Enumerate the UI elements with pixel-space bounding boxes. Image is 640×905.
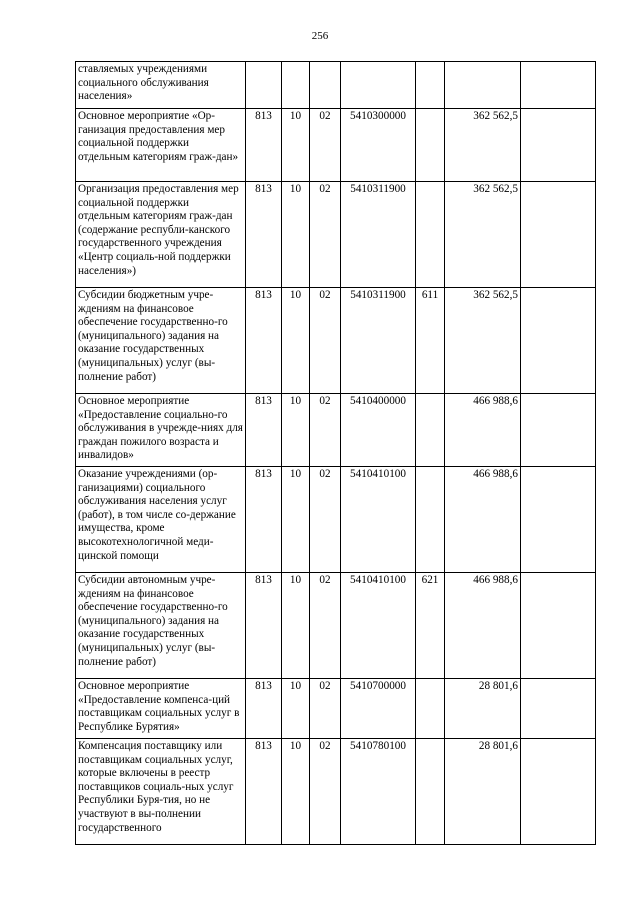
section-code: 10 <box>282 109 310 182</box>
expense-type-code: 611 <box>416 288 445 394</box>
row-name: Основное мероприятие «Ор-ганизация предоставления мер социальной поддержки отдельным категориям граж-дан» <box>76 109 246 182</box>
row-name: Компенсация поставщику или поставщикам социальных услуг, которые включены в реестр поставщиков социаль-ных услуг Республики Буря-тия, но не участвуют в вы-полнении государственного <box>76 739 246 845</box>
amount: 362 562,5 <box>445 182 521 288</box>
extra-amount <box>521 288 596 394</box>
expense-type-code <box>416 394 445 467</box>
page-number: 256 <box>311 30 329 42</box>
extra-amount <box>521 182 596 288</box>
expense-type-code <box>416 739 445 845</box>
row-name: Основное мероприятие «Предоставление компенса-ций поставщикам социальных услуг в Республике Бурятия» <box>76 679 246 739</box>
target-article-code: 5410700000 <box>341 679 416 739</box>
target-article-code: 5410300000 <box>341 109 416 182</box>
amount: 466 988,6 <box>445 573 521 679</box>
amount: 28 801,6 <box>445 679 521 739</box>
admin-code <box>246 62 282 109</box>
section-code <box>282 62 310 109</box>
subsection-code: 02 <box>310 739 341 845</box>
amount: 466 988,6 <box>445 467 521 573</box>
section-code: 10 <box>282 573 310 679</box>
section-code: 10 <box>282 679 310 739</box>
extra-amount <box>521 394 596 467</box>
subsection-code: 02 <box>310 679 341 739</box>
extra-amount <box>521 109 596 182</box>
section-code: 10 <box>282 739 310 845</box>
budget-table <box>75 61 596 845</box>
expense-type-code <box>416 679 445 739</box>
expense-type-code <box>416 467 445 573</box>
table-row <box>76 62 596 109</box>
section-code: 10 <box>282 467 310 573</box>
expense-type-code <box>416 109 445 182</box>
row-name: Субсидии бюджетным учре-ждениям на финансовое обеспечение государственно-го (муниципального) задания на оказание государственных (муниципальных) услуг (вы-полнение работ) <box>76 288 246 394</box>
amount <box>445 62 521 109</box>
subsection-code: 02 <box>310 288 341 394</box>
admin-code: 813 <box>246 679 282 739</box>
extra-amount <box>521 739 596 845</box>
row-name: ставляемых учреждениями социального обслуживания населения» <box>76 62 246 109</box>
target-article-code: 5410410100 <box>341 573 416 679</box>
row-name: Субсидии автономным учре-ждениям на финансовое обеспечение государственно-го (муниципального) задания на оказание государственных (муниципальных) услуг (вы-полнение работ) <box>76 573 246 679</box>
amount: 28 801,6 <box>445 739 521 845</box>
budget-table-body <box>76 62 596 845</box>
subsection-code: 02 <box>310 467 341 573</box>
extra-amount <box>521 679 596 739</box>
table-row <box>76 394 596 467</box>
table-row <box>76 467 596 573</box>
amount: 362 562,5 <box>445 288 521 394</box>
target-article-code: 5410311900 <box>341 288 416 394</box>
admin-code: 813 <box>246 467 282 573</box>
amount: 466 988,6 <box>445 394 521 467</box>
admin-code: 813 <box>246 739 282 845</box>
admin-code: 813 <box>246 109 282 182</box>
table-row <box>76 288 596 394</box>
admin-code: 813 <box>246 394 282 467</box>
subsection-code: 02 <box>310 182 341 288</box>
row-name: Организация предоставления мер социальной поддержки отдельным категориям граж-дан (содержание республи-канского государственного учреждения «Центр социаль-ной поддержки населения») <box>76 182 246 288</box>
table-row <box>76 109 596 182</box>
table-row <box>76 182 596 288</box>
target-article-code <box>341 62 416 109</box>
target-article-code: 5410311900 <box>341 182 416 288</box>
subsection-code: 02 <box>310 394 341 467</box>
expense-type-code: 621 <box>416 573 445 679</box>
target-article-code: 5410410100 <box>341 467 416 573</box>
table-row <box>76 739 596 845</box>
subsection-code: 02 <box>310 109 341 182</box>
target-article-code: 5410400000 <box>341 394 416 467</box>
expense-type-code <box>416 182 445 288</box>
extra-amount <box>521 467 596 573</box>
admin-code: 813 <box>246 288 282 394</box>
amount: 362 562,5 <box>445 109 521 182</box>
admin-code: 813 <box>246 573 282 679</box>
section-code: 10 <box>282 288 310 394</box>
extra-amount <box>521 573 596 679</box>
expense-type-code <box>416 62 445 109</box>
subsection-code: 02 <box>310 573 341 679</box>
target-article-code: 5410780100 <box>341 739 416 845</box>
subsection-code <box>310 62 341 109</box>
row-name: Оказание учреждениями (ор-ганизациями) социального обслуживания населения услуг (работ), в том числе со-держание имущества, кроме высокотехнологичной меди-цинской помощи <box>76 467 246 573</box>
row-name: Основное мероприятие «Предоставление социально-го обслуживания в учрежде-ниях для граждан пожилого возраста и инвалидов» <box>76 394 246 467</box>
table-row <box>76 679 596 739</box>
admin-code: 813 <box>246 182 282 288</box>
section-code: 10 <box>282 394 310 467</box>
table-row <box>76 573 596 679</box>
section-code: 10 <box>282 182 310 288</box>
extra-amount <box>521 62 596 109</box>
